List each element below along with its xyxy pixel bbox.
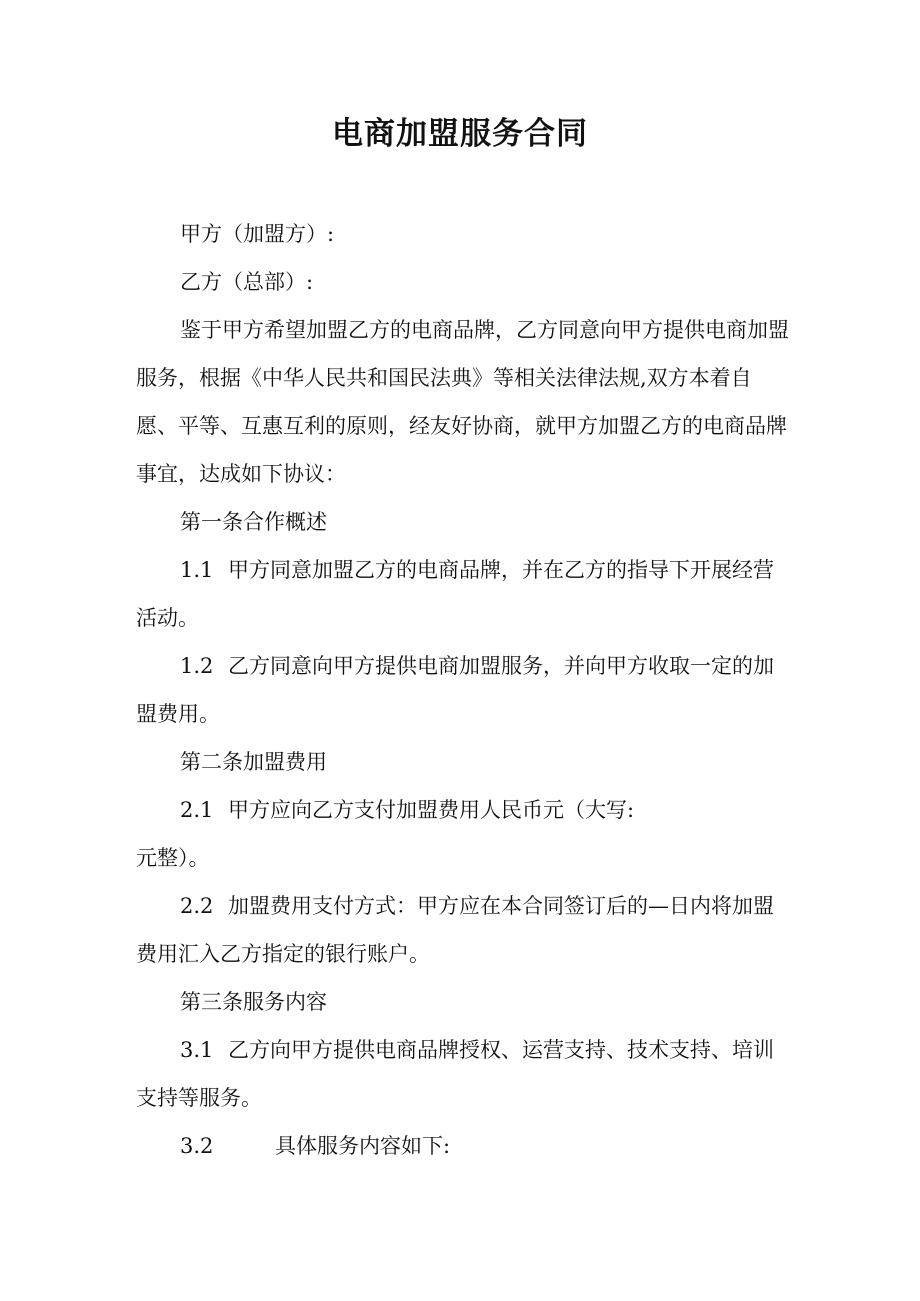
clause-2-2 (136, 882, 790, 978)
party-a-line: 甲方（加盟方）: (180, 222, 335, 246)
article-2-heading: 第二条加盟费用 (180, 750, 327, 774)
clause-1-2 (136, 642, 790, 738)
clause-text: 乙方同意向甲方提供电商加盟服务，并向甲方收取一定的加盟费用。 (136, 654, 774, 726)
party-b-line: 乙方（总部）: (180, 270, 314, 294)
clause-text: 甲方同意加盟乙方的电商品牌，并在乙方的指导下开展经营活动。 (136, 558, 774, 630)
clause-number: 2.2 (180, 894, 214, 918)
clause-text: 乙方向甲方提供电商品牌授权、运营支持、技术支持、培训支持等服务。 (136, 1038, 774, 1110)
clause-text: 具体服务内容如下: (275, 1134, 451, 1158)
clause-1-1 (136, 546, 790, 642)
clause-2-1 (136, 786, 790, 834)
clause-3-1 (136, 1026, 790, 1122)
article-1-heading: 第一条合作概述 (180, 510, 327, 534)
article-3-heading: 第三条服务内容 (180, 990, 327, 1014)
clause-number: 3.2 (180, 1134, 214, 1158)
clause-number: 1.1 (180, 558, 214, 582)
clause-number: 3.1 (180, 1038, 214, 1062)
clause-number: 1.2 (180, 654, 214, 678)
clause-2-1-continuation: 元整）。 (136, 846, 210, 870)
contract-body (136, 210, 790, 1170)
preamble-paragraph: 鉴于甲方希望加盟乙方的电商品牌，乙方同意向甲方提供电商加盟服务，根据《中华人民共和国民法典》等相关法律法规,双方本着自愿、平等、互惠互利的原则，经友好协商，就甲方加盟乙方的电商品牌事宜，达成如下协议： (136, 318, 789, 486)
clause-3-2 (136, 1122, 790, 1170)
clause-text: 加盟费用支付方式：甲方应在本合同签订后的—日内将加盟费用汇入乙方指定的银行账户。 (136, 894, 774, 966)
clause-text: 甲方应向乙方支付加盟费用人民币元（大写: (228, 798, 635, 822)
clause-number: 2.1 (180, 798, 214, 822)
page-title: 电商加盟服务合同 (332, 116, 588, 152)
